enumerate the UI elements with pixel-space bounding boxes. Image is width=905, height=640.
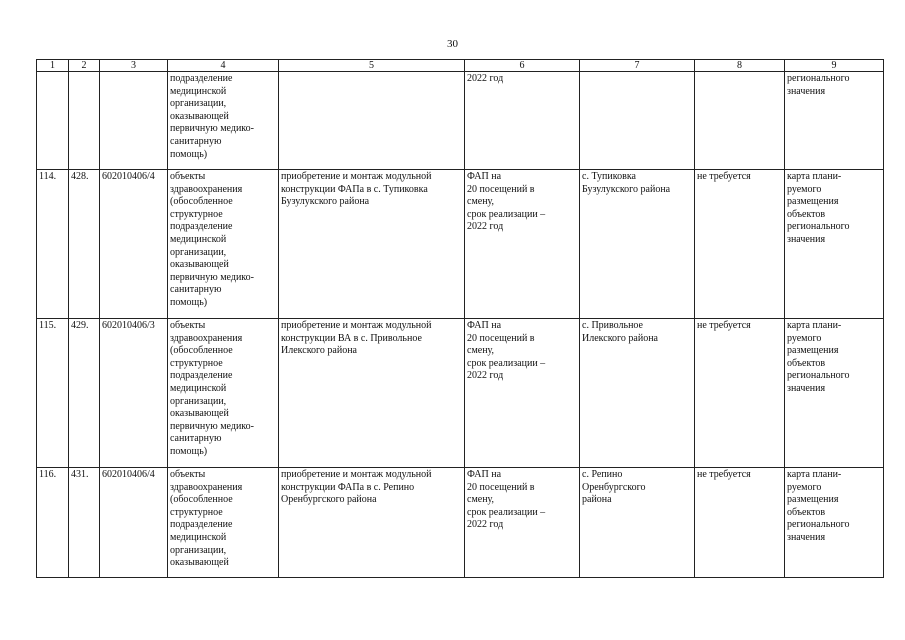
object-details-cell: ФАП на 20 посещений в смену, срок реализации – 2022 год: [465, 319, 580, 468]
requirement-cell: [695, 72, 785, 170]
object-description-cell: приобретение и монтаж модульной конструкции ВА в с. Привольное Илекского района: [279, 319, 465, 468]
row-number-cell: 115.: [37, 319, 69, 468]
object-details-cell: ФАП на 20 посещений в смену, срок реализации – 2022 год: [465, 468, 580, 578]
column-header-7: 7: [580, 60, 695, 72]
table-row: [37, 170, 884, 319]
object-type-cell: объекты здравоохранения (обособленное структурное подразделение медицинской организации, оказывающей: [168, 468, 279, 578]
object-details-cell: ФАП на 20 посещений в смену, срок реализации – 2022 год: [465, 170, 580, 319]
object-type-cell: объекты здравоохранения (обособленное структурное подразделение медицинской организации, оказывающей первичную медико- санитарную помощь): [168, 170, 279, 319]
requirement-cell: не требуется: [695, 468, 785, 578]
row-index-cell: 429.: [69, 319, 100, 468]
requirement-cell: не требуется: [695, 319, 785, 468]
column-header-6: 6: [465, 60, 580, 72]
requirement-cell: не требуется: [695, 170, 785, 319]
object-type-cell: подразделение медицинской организации, оказывающей первичную медико- санитарную помощь): [168, 72, 279, 170]
object-details-cell: 2022 год: [465, 72, 580, 170]
table-row: [37, 468, 884, 578]
table-row: [37, 319, 884, 468]
column-header-4: 4: [168, 60, 279, 72]
column-header-9: 9: [785, 60, 884, 72]
object-description-cell: [279, 72, 465, 170]
map-cell: регионального значения: [785, 72, 884, 170]
map-cell: карта плани- руемого размещения объектов регионального значения: [785, 468, 884, 578]
object-description-cell: приобретение и монтаж модульной конструкции ФАПа в с. Тупиковка Бузулукского района: [279, 170, 465, 319]
column-header-1: 1: [37, 60, 69, 72]
row-number-cell: [37, 72, 69, 170]
object-code-cell: 602010406/3: [100, 319, 168, 468]
page-number: 30: [447, 38, 458, 50]
column-header-2: 2: [69, 60, 100, 72]
row-index-cell: 428.: [69, 170, 100, 319]
object-code-cell: 602010406/4: [100, 468, 168, 578]
table-header-row: [37, 60, 884, 72]
table-row: [37, 72, 884, 170]
objects-table: [36, 59, 884, 578]
row-number-cell: 114.: [37, 170, 69, 319]
object-location-cell: с. Репино Оренбургского района: [580, 468, 695, 578]
column-header-5: 5: [279, 60, 465, 72]
column-header-3: 3: [100, 60, 168, 72]
object-location-cell: с. Привольное Илекского района: [580, 319, 695, 468]
column-header-8: 8: [695, 60, 785, 72]
object-code-cell: [100, 72, 168, 170]
object-location-cell: [580, 72, 695, 170]
map-cell: карта плани- руемого размещения объектов регионального значения: [785, 170, 884, 319]
object-description-cell: приобретение и монтаж модульной конструкции ФАПа в с. Репино Оренбургского района: [279, 468, 465, 578]
row-number-cell: 116.: [37, 468, 69, 578]
map-cell: карта плани- руемого размещения объектов регионального значения: [785, 319, 884, 468]
object-type-cell: объекты здравоохранения (обособленное структурное подразделение медицинской организации, оказывающей первичную медико- санитарную помощь): [168, 319, 279, 468]
row-index-cell: [69, 72, 100, 170]
object-code-cell: 602010406/4: [100, 170, 168, 319]
object-location-cell: с. Тупиковка Бузулукского района: [580, 170, 695, 319]
row-index-cell: 431.: [69, 468, 100, 578]
